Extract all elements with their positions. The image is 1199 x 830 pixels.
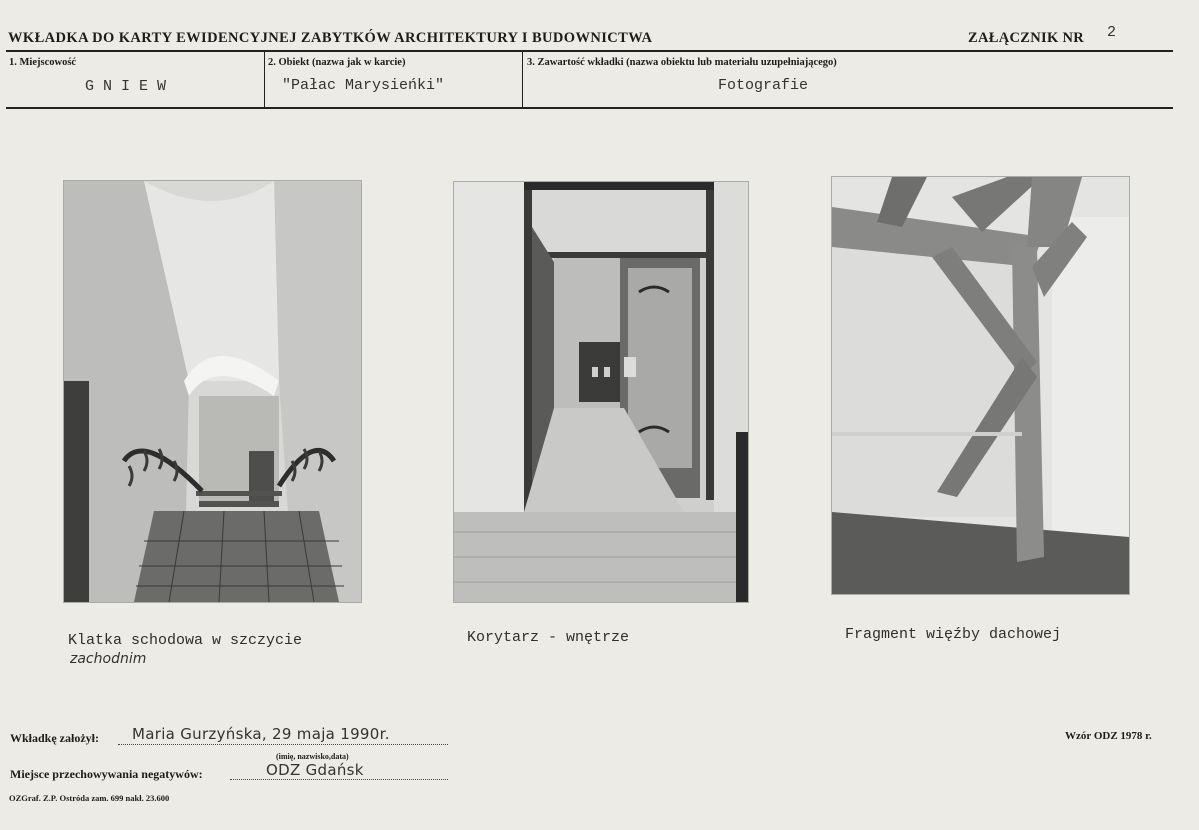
founder-value: Maria Gurzyńska, 29 maja 1990r. bbox=[132, 725, 390, 743]
storage-dotline bbox=[230, 779, 448, 780]
founder-label: Wkładkę założył: bbox=[10, 731, 99, 745]
storage-value: ODZ Gdańsk bbox=[266, 761, 364, 779]
caption-photo-3: Fragment więźby dachowej bbox=[845, 626, 1062, 643]
caption-photo-2: Korytarz - wnętrze bbox=[467, 629, 630, 646]
header-rule-top bbox=[6, 50, 1173, 52]
caption-photo-1-handwritten: zachodnim bbox=[70, 651, 147, 667]
field-divider-1 bbox=[264, 52, 265, 108]
photo-staircase bbox=[63, 180, 362, 603]
storage-label: Miejsce przechowywania negatywów: bbox=[10, 767, 203, 781]
photo-corridor bbox=[453, 181, 749, 603]
printer-note: OZGraf. Z.P. Ostróda zam. 699 nakł. 23.600 bbox=[9, 793, 170, 803]
photo-roof-truss bbox=[831, 176, 1130, 595]
object-label: 2. Obiekt (nazwa jak w karcie) bbox=[268, 57, 406, 68]
card-title: WKŁADKA DO KARTY EWIDENCYJNEJ ZABYTKÓW ARCHITEKTURY I BUDOWNICTWA bbox=[8, 30, 653, 46]
caption-photo-1: Klatka schodowa w szczycie bbox=[68, 632, 303, 649]
locality-value: G N I E W bbox=[85, 78, 167, 95]
annex-number: 2 bbox=[1107, 24, 1117, 41]
founder-dotline bbox=[118, 744, 448, 745]
object-value: "Pałac Marysieńki" bbox=[282, 77, 445, 94]
locality-label: 1. Miejscowość bbox=[9, 57, 77, 68]
field-divider-2 bbox=[522, 52, 523, 108]
founder-note: (imię, nazwisko,data) bbox=[276, 752, 349, 761]
content-value: Fotografie bbox=[718, 77, 809, 94]
content-label: 3. Zawartość wkładki (nazwa obiektu lub materiału uzupełniającego) bbox=[527, 57, 837, 68]
pattern-label: Wzór ODZ 1978 r. bbox=[1065, 730, 1152, 742]
annex-label: ZAŁĄCZNIK NR bbox=[968, 30, 1084, 46]
header-rule-bottom bbox=[6, 107, 1173, 109]
